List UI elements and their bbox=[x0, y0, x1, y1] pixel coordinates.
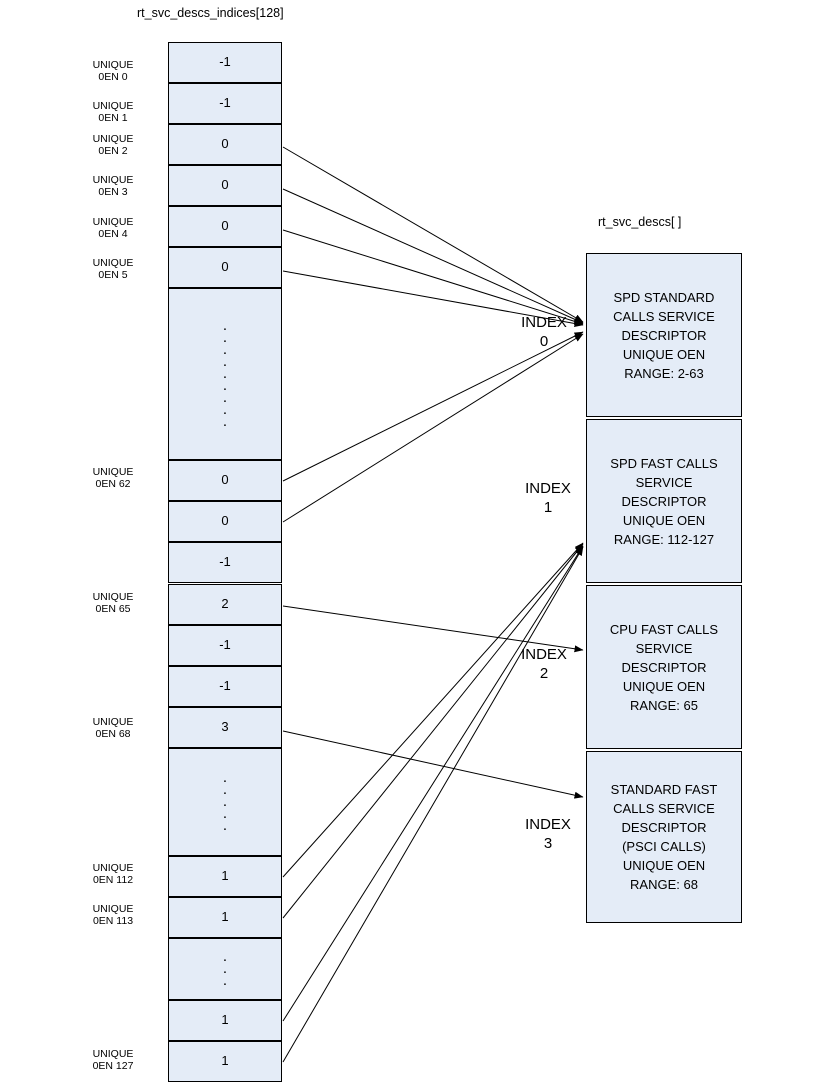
descriptor-line: SERVICE bbox=[635, 640, 693, 656]
array-cell[interactable]: 0 bbox=[168, 460, 282, 501]
row-label-oen-62: UNIQUE 0EN 62 bbox=[92, 466, 134, 490]
row-label-oen-5: UNIQUE 0EN 5 bbox=[92, 257, 134, 281]
index-label-1: INDEX 1 bbox=[525, 480, 571, 516]
array-cell-ellipsis bbox=[168, 288, 282, 460]
descriptor-line: SPD FAST CALLS bbox=[610, 455, 718, 471]
array-cell[interactable]: 1 bbox=[168, 1041, 282, 1082]
row-label-oen-127: UNIQUE 0EN 127 bbox=[92, 1048, 134, 1072]
descriptor-box-2[interactable] bbox=[586, 585, 742, 749]
array-cell[interactable]: -1 bbox=[168, 625, 282, 666]
vertical-ellipsis-icon: . . . . . bbox=[222, 769, 228, 834]
vertical-ellipsis-icon: . . . . . . . . . bbox=[222, 317, 228, 430]
array-cell-ellipsis bbox=[168, 748, 282, 856]
row-label-oen-1: UNIQUE 0EN 1 bbox=[92, 100, 134, 124]
descriptor-line: DESCRIPTOR bbox=[621, 493, 707, 509]
descriptor-line: RANGE: 112-127 bbox=[613, 531, 715, 547]
right-array-title: rt_svc_descs[ ] bbox=[598, 215, 682, 229]
descriptor-line: UNIQUE OEN bbox=[622, 678, 706, 694]
index-label-3: INDEX 3 bbox=[525, 816, 571, 852]
row-label-oen-65: UNIQUE 0EN 65 bbox=[92, 591, 134, 615]
left-array-title: rt_svc_descs_indices[128] bbox=[137, 6, 284, 20]
descriptor-box-0[interactable] bbox=[586, 253, 742, 417]
array-cell[interactable]: 1 bbox=[168, 897, 282, 938]
descriptor-box-3[interactable] bbox=[586, 751, 742, 923]
array-cell[interactable]: -1 bbox=[168, 666, 282, 707]
array-cell[interactable]: 3 bbox=[168, 707, 282, 748]
array-cell[interactable]: 2 bbox=[168, 584, 282, 625]
descriptor-line: UNIQUE OEN bbox=[622, 512, 706, 528]
descriptor-line: (PSCI CALLS) bbox=[622, 839, 706, 854]
descriptor-line: UNIQUE OEN bbox=[622, 858, 706, 873]
descriptor-line: DESCRIPTOR bbox=[621, 820, 707, 835]
vertical-ellipsis-icon: . . . bbox=[222, 948, 228, 989]
descriptor-line: DESCRIPTOR bbox=[621, 327, 707, 343]
array-cell[interactable]: 0 bbox=[168, 247, 282, 288]
descriptor-line: RANGE: 65 bbox=[630, 697, 698, 713]
array-cell[interactable]: -1 bbox=[168, 83, 282, 124]
descriptor-line: DESCRIPTOR bbox=[621, 659, 707, 675]
row-label-oen-2: UNIQUE 0EN 2 bbox=[92, 133, 134, 157]
row-label-oen-0: UNIQUE 0EN 0 bbox=[92, 59, 134, 83]
array-cell[interactable]: -1 bbox=[168, 542, 282, 583]
descriptor-line: SERVICE bbox=[635, 474, 693, 490]
row-label-oen-4: UNIQUE 0EN 4 bbox=[92, 216, 134, 240]
descriptor-line: UNIQUE OEN bbox=[622, 346, 706, 362]
descriptor-line: CALLS SERVICE bbox=[613, 308, 715, 324]
array-cell[interactable]: 0 bbox=[168, 206, 282, 247]
row-label-oen-68: UNIQUE 0EN 68 bbox=[92, 716, 134, 740]
array-cell[interactable]: 1 bbox=[168, 1000, 282, 1041]
row-label-oen-113: UNIQUE 0EN 113 bbox=[92, 903, 134, 927]
descriptor-line: RANGE: 68 bbox=[630, 877, 698, 892]
descriptor-line: RANGE: 2-63 bbox=[624, 365, 704, 381]
row-label-oen-3: UNIQUE 0EN 3 bbox=[92, 174, 134, 198]
descriptor-box-1[interactable] bbox=[586, 419, 742, 583]
descriptor-line: CALLS SERVICE bbox=[613, 801, 715, 816]
index-label-0: INDEX 0 bbox=[521, 314, 567, 350]
descriptor-line: CPU FAST CALLS bbox=[609, 621, 719, 637]
row-label-oen-112: UNIQUE 0EN 112 bbox=[92, 862, 134, 886]
array-cell[interactable]: 0 bbox=[168, 501, 282, 542]
array-cell[interactable]: 0 bbox=[168, 165, 282, 206]
array-cell[interactable]: -1 bbox=[168, 42, 282, 83]
descriptor-line: STANDARD FAST bbox=[610, 782, 718, 797]
array-cell[interactable]: 0 bbox=[168, 124, 282, 165]
array-cell-ellipsis bbox=[168, 938, 282, 1000]
array-cell[interactable]: 1 bbox=[168, 856, 282, 897]
index-label-2: INDEX 2 bbox=[521, 646, 567, 682]
descriptor-line: SPD STANDARD bbox=[613, 289, 715, 305]
